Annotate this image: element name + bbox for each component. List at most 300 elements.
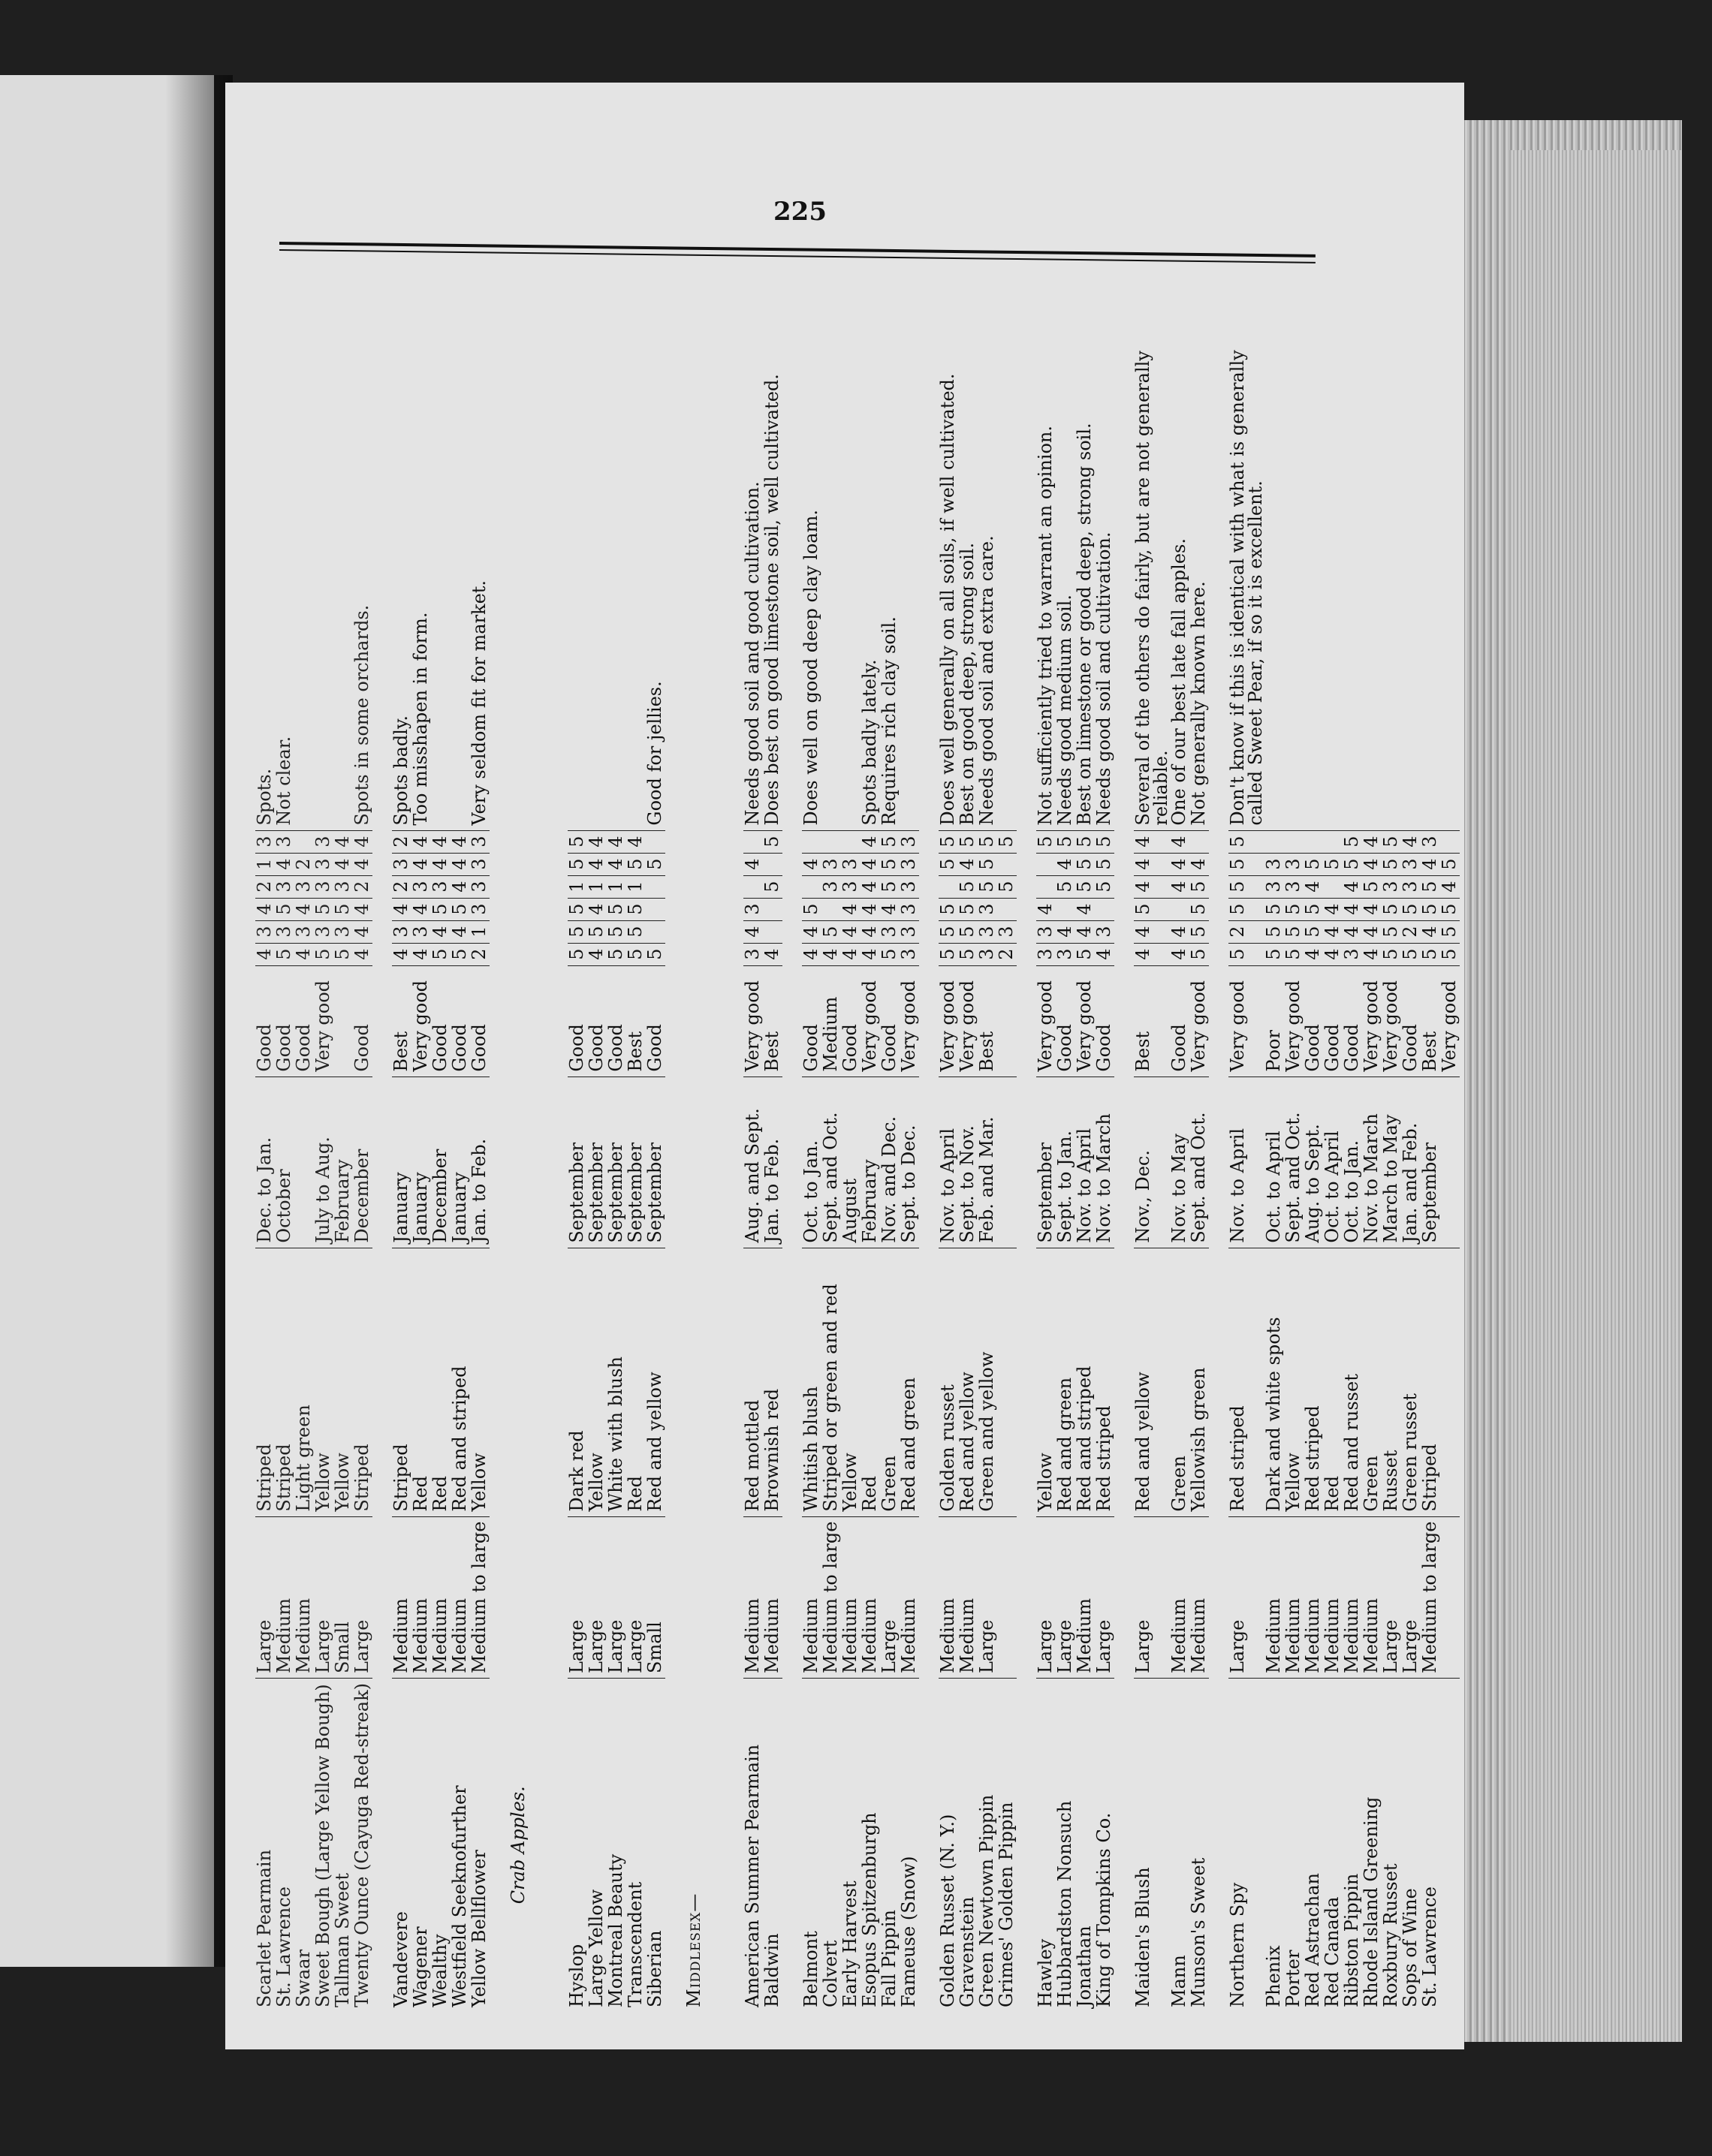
quality-cell: Very good bbox=[1189, 965, 1209, 1076]
rating-cell: 4 bbox=[1056, 920, 1075, 943]
remarks-cell bbox=[294, 333, 314, 831]
variety-cell: Mann bbox=[1168, 1955, 1189, 2007]
table-row bbox=[1056, 333, 1075, 2012]
size-cell: Medium bbox=[958, 1516, 978, 1678]
rating-cell: 4 bbox=[861, 898, 880, 920]
quality-cell: Very good bbox=[861, 965, 880, 1076]
rating-cell: 4 bbox=[431, 830, 451, 853]
variety-cell: Large Yellow bbox=[586, 1889, 607, 2007]
color-cell: Whitish blush bbox=[802, 1248, 821, 1516]
table-row bbox=[333, 333, 353, 2012]
variety-cell: Red Astrachan bbox=[1302, 1872, 1323, 2007]
rating-cell: 5 bbox=[451, 943, 470, 965]
quality-cell: Good bbox=[646, 965, 665, 1076]
season-cell: July to Aug. bbox=[314, 1076, 333, 1248]
rating-cell bbox=[294, 830, 314, 853]
rating-cell: 3 bbox=[275, 875, 294, 898]
remarks-cell: Needs good soil and extra care. bbox=[978, 333, 997, 831]
size-cell: Large bbox=[314, 1516, 333, 1678]
rating-cell: 5 bbox=[958, 898, 978, 920]
season-cell: Nov. and Dec. bbox=[880, 1076, 900, 1248]
rating-cell: 5 bbox=[568, 898, 587, 920]
season-cell: Sept. to Nov. bbox=[958, 1076, 978, 1248]
rating-cell: 5 bbox=[1343, 830, 1362, 853]
rating-cell: 5 bbox=[1401, 943, 1421, 965]
rating-cell: 5 bbox=[607, 898, 626, 920]
rating-cell bbox=[939, 875, 958, 898]
rating-cell: 4 bbox=[275, 853, 294, 875]
rating-cell: 3 bbox=[314, 920, 333, 943]
season-cell: Aug. and Sept. bbox=[743, 1076, 763, 1248]
size-cell: Medium to large bbox=[470, 1516, 490, 1678]
rating-cell: 5 bbox=[958, 830, 978, 853]
rating-cell: 5 bbox=[939, 853, 958, 875]
quality-cell: Very good bbox=[1440, 965, 1460, 1076]
size-cell: Large bbox=[607, 1516, 626, 1678]
rating-cell: 5 bbox=[1440, 898, 1460, 920]
rating-cell: 5 bbox=[978, 875, 997, 898]
rating-cell: 4 bbox=[1075, 898, 1095, 920]
rating-cell: 5 bbox=[568, 920, 587, 943]
table-row bbox=[1343, 333, 1362, 2012]
rating-cell: 3 bbox=[1284, 853, 1304, 875]
rating-cell: 5 bbox=[1264, 943, 1284, 965]
section-heading: Crab Apples. bbox=[508, 1786, 529, 1905]
remarks-cell: Don't know if this is identical with what is generally called Sweet Pear, if so it is excellent. bbox=[1228, 333, 1264, 831]
variety-cell: Yellow Bellflower bbox=[469, 1850, 490, 2007]
table-row bbox=[1304, 333, 1323, 2012]
remarks-cell bbox=[1421, 333, 1440, 831]
rating-cell bbox=[1304, 830, 1323, 853]
season-cell: Sept. and Oct. bbox=[1189, 1076, 1209, 1248]
remarks-cell bbox=[1304, 333, 1323, 831]
rating-cell: 5 bbox=[1440, 943, 1460, 965]
table-row bbox=[411, 333, 431, 2012]
remarks-cell: Requires rich clay soil. bbox=[880, 333, 900, 831]
table-row bbox=[314, 333, 333, 2012]
variety-cell: St. Lawrence bbox=[273, 1886, 294, 2007]
rating-cell: 4 bbox=[353, 830, 372, 853]
rating-cell: 4 bbox=[587, 898, 607, 920]
quality-cell: Good bbox=[841, 965, 861, 1076]
rating-cell: 5 bbox=[880, 830, 900, 853]
quality-cell: Medium bbox=[821, 965, 841, 1076]
color-cell: Green bbox=[880, 1248, 900, 1516]
quality-cell: Poor bbox=[1264, 965, 1284, 1076]
variety-cell: Transcendent bbox=[625, 1881, 646, 2007]
quality-cell: Very good bbox=[743, 965, 763, 1076]
rating-cell: 4 bbox=[958, 853, 978, 875]
rating-cell: 5 bbox=[1228, 875, 1264, 898]
table-row bbox=[939, 333, 958, 2012]
table-row bbox=[626, 333, 646, 2012]
season-cell: Oct. to Jan. bbox=[1343, 1076, 1362, 1248]
size-cell: Large bbox=[880, 1516, 900, 1678]
variety-cell: Vandevere bbox=[390, 1911, 411, 2007]
rating-cell: 5 bbox=[1401, 898, 1421, 920]
table-row bbox=[978, 333, 997, 2012]
apple-varieties-table bbox=[255, 333, 1460, 2012]
size-cell bbox=[997, 1516, 1017, 1678]
color-cell: Light green bbox=[294, 1248, 314, 1516]
rating-cell: 4 bbox=[1170, 853, 1189, 875]
variety-cell: Baldwin bbox=[761, 1933, 782, 2007]
color-cell: Striped bbox=[392, 1248, 411, 1516]
variety-cell: Green Newtown Pippin bbox=[976, 1794, 997, 2007]
size-cell: Large bbox=[1036, 1516, 1056, 1678]
rating-cell: 4 bbox=[431, 920, 451, 943]
rating-cell: 4 bbox=[1323, 920, 1343, 943]
size-cell: Large bbox=[1056, 1516, 1075, 1678]
rating-cell: 5 bbox=[939, 830, 958, 853]
table-row bbox=[1036, 333, 1056, 2012]
rating-cell: 4 bbox=[411, 898, 431, 920]
rating-cell: 5 bbox=[1056, 830, 1075, 853]
rating-cell: 5 bbox=[1343, 853, 1362, 875]
rating-cell: 4 bbox=[1421, 920, 1440, 943]
size-cell: Medium bbox=[1343, 1516, 1362, 1678]
color-cell: Golden russet bbox=[939, 1248, 958, 1516]
variety-cell: Northern Spy bbox=[1227, 1882, 1248, 2007]
remarks-cell bbox=[587, 333, 607, 831]
color-cell: Striped bbox=[353, 1248, 372, 1516]
section-heading-row bbox=[509, 333, 529, 2012]
rating-cell: 4 bbox=[1170, 943, 1189, 965]
table-body bbox=[255, 333, 1460, 2012]
quality-cell: Good bbox=[587, 965, 607, 1076]
table-row bbox=[470, 333, 490, 2012]
rating-cell: 4 bbox=[1134, 830, 1170, 853]
color-cell: Red and green bbox=[1056, 1248, 1075, 1516]
rating-cell: 3 bbox=[1343, 943, 1362, 965]
quality-cell: Best bbox=[763, 965, 782, 1076]
remarks-cell bbox=[607, 333, 626, 831]
rating-cell: 3 bbox=[294, 920, 314, 943]
rating-cell: 3 bbox=[900, 853, 919, 875]
rating-cell: 3 bbox=[900, 875, 919, 898]
rating-cell: 5 bbox=[587, 920, 607, 943]
variety-cell: Red Canada bbox=[1322, 1896, 1343, 2007]
remarks-cell: Good for jellies. bbox=[646, 333, 665, 831]
rating-cell: 4 bbox=[451, 875, 470, 898]
rating-cell: 4 bbox=[294, 898, 314, 920]
rating-cell: 4 bbox=[587, 830, 607, 853]
rating-cell: 4 bbox=[1304, 943, 1323, 965]
rating-cell: 5 bbox=[939, 920, 958, 943]
quality-cell: Good bbox=[294, 965, 314, 1076]
table-row bbox=[1095, 333, 1114, 2012]
rating-cell: 4 bbox=[1036, 898, 1056, 920]
season-cell: October bbox=[275, 1076, 294, 1248]
rating-cell: 5 bbox=[431, 943, 451, 965]
rating-cell: 5 bbox=[607, 920, 626, 943]
rating-cell: 4 bbox=[353, 943, 372, 965]
size-cell: Medium bbox=[431, 1516, 451, 1678]
size-cell: Medium bbox=[1170, 1516, 1189, 1678]
variety-cell: Belmont bbox=[800, 1931, 821, 2007]
quality-cell: Good bbox=[1401, 965, 1421, 1076]
size-cell: Medium bbox=[1323, 1516, 1343, 1678]
rating-cell: 4 bbox=[1134, 875, 1170, 898]
remarks-cell bbox=[626, 333, 646, 831]
quality-cell: Good bbox=[275, 965, 294, 1076]
book-gutter-shadow bbox=[165, 75, 233, 1967]
size-cell: Medium to large bbox=[821, 1516, 841, 1678]
season-cell: Nov. to March bbox=[1362, 1076, 1382, 1248]
season-cell: Nov., Dec. bbox=[1134, 1076, 1170, 1248]
rating-cell: 3 bbox=[1382, 875, 1401, 898]
remarks-cell: Spots badly. bbox=[392, 333, 411, 831]
color-cell: Red and green bbox=[900, 1248, 919, 1516]
size-cell: Large bbox=[978, 1516, 997, 1678]
rating-cell: 4 bbox=[607, 853, 626, 875]
rating-cell: 4 bbox=[1362, 853, 1382, 875]
remarks-cell: Does well generally on all soils, if well cultivated. bbox=[939, 333, 958, 831]
season-cell: Aug. to Sept. bbox=[1304, 1076, 1323, 1248]
rating-cell: 5 bbox=[1189, 920, 1209, 943]
rating-cell bbox=[646, 898, 665, 920]
color-cell: Red and yellow bbox=[958, 1248, 978, 1516]
quality-cell: Very good bbox=[1036, 965, 1056, 1076]
rating-cell: 3 bbox=[392, 853, 411, 875]
variety-cell: Munson's Sweet bbox=[1188, 1857, 1209, 2007]
season-cell: Oct. to Jan. bbox=[802, 1076, 821, 1248]
rating-cell: 4 bbox=[353, 898, 372, 920]
remarks-cell bbox=[841, 333, 861, 831]
variety-cell: Phenix bbox=[1263, 1945, 1284, 2007]
size-cell: Large bbox=[1228, 1516, 1264, 1678]
rating-cell: 3 bbox=[1036, 920, 1056, 943]
rating-cell bbox=[1170, 898, 1189, 920]
rating-cell: 4 bbox=[392, 943, 411, 965]
rating-cell: 4 bbox=[1170, 875, 1189, 898]
quality-cell: Good bbox=[802, 965, 821, 1076]
rating-cell: 4 bbox=[1421, 853, 1440, 875]
rating-cell: 4 bbox=[1323, 943, 1343, 965]
remarks-cell: Needs good soil and good cultivation. bbox=[743, 333, 763, 831]
rating-cell bbox=[646, 830, 665, 853]
color-cell: Dark and white spots bbox=[1264, 1248, 1284, 1516]
variety-cell: Sops of Wine bbox=[1400, 1888, 1421, 2007]
rating-cell bbox=[997, 853, 1017, 875]
size-cell: Medium bbox=[1362, 1516, 1382, 1678]
table-row bbox=[1134, 333, 1170, 2012]
rating-cell: 5 bbox=[978, 853, 997, 875]
rating-cell: 5 bbox=[1189, 875, 1209, 898]
quality-cell: Best bbox=[392, 965, 411, 1076]
rating-cell: 5 bbox=[1075, 853, 1095, 875]
rating-cell: 5 bbox=[939, 898, 958, 920]
rating-cell: 4 bbox=[1362, 830, 1382, 853]
season-cell: September bbox=[568, 1076, 587, 1248]
rating-cell: 5 bbox=[1382, 898, 1401, 920]
rating-cell: 2 bbox=[353, 875, 372, 898]
color-cell: Green bbox=[1170, 1248, 1189, 1516]
rating-cell: 5 bbox=[333, 898, 353, 920]
group-spacer bbox=[919, 333, 939, 2012]
rating-cell: 2 bbox=[1228, 920, 1264, 943]
table-row bbox=[821, 333, 841, 2012]
rating-cell: 4 bbox=[587, 943, 607, 965]
remarks-cell: Spots in some orchards. bbox=[353, 333, 372, 831]
variety-cell: American Summer Pearmain bbox=[742, 1744, 763, 2007]
rating-cell: 5 bbox=[451, 898, 470, 920]
size-cell: Medium bbox=[900, 1516, 919, 1678]
table-row bbox=[861, 333, 880, 2012]
remarks-cell: Not clear. bbox=[275, 333, 294, 831]
table-row bbox=[997, 333, 1017, 2012]
size-cell: Large bbox=[1401, 1516, 1421, 1678]
group-spacer bbox=[1209, 333, 1228, 2012]
rating-cell: 5 bbox=[978, 830, 997, 853]
season-cell: Sept. to Jan. bbox=[1056, 1076, 1075, 1248]
quality-cell: Best bbox=[1134, 965, 1170, 1076]
variety-cell bbox=[1440, 1679, 1460, 2013]
rating-cell: 4 bbox=[255, 943, 275, 965]
rating-cell: 5 bbox=[1284, 920, 1304, 943]
season-cell: January bbox=[451, 1076, 470, 1248]
color-cell: Red and yellow bbox=[646, 1248, 665, 1516]
rating-cell: 4 bbox=[1362, 943, 1382, 965]
color-cell: Red and russet bbox=[1343, 1248, 1362, 1516]
rating-cell: 3 bbox=[392, 920, 411, 943]
variety-cell: Fameuse (Snow) bbox=[898, 1856, 919, 2007]
size-cell: Large bbox=[626, 1516, 646, 1678]
color-cell: Striped bbox=[1421, 1248, 1440, 1516]
rating-cell: 3 bbox=[333, 875, 353, 898]
color-cell: Red bbox=[431, 1248, 451, 1516]
rating-cell: 3 bbox=[841, 853, 861, 875]
variety-cell: Ribston Pippin bbox=[1341, 1873, 1362, 2007]
remarks-cell bbox=[1362, 333, 1382, 831]
season-cell bbox=[1440, 1076, 1460, 1248]
season-cell: Jan. and Feb. bbox=[1401, 1076, 1421, 1248]
size-cell: Medium bbox=[939, 1516, 958, 1678]
variety-cell: Maiden's Blush bbox=[1132, 1867, 1153, 2007]
rating-cell: 5 bbox=[1304, 853, 1323, 875]
remarks-cell: One of our best late fall apples. bbox=[1170, 333, 1189, 831]
section-spacer bbox=[704, 333, 724, 2012]
season-cell: Nov. to April bbox=[1075, 1076, 1095, 1248]
color-cell: Yellow bbox=[1036, 1248, 1056, 1516]
quality-cell: Good bbox=[255, 965, 275, 1076]
rating-cell: 5 bbox=[1440, 920, 1460, 943]
rating-cell: 4 bbox=[1343, 898, 1362, 920]
rating-cell: 3 bbox=[978, 920, 997, 943]
size-cell: Medium bbox=[763, 1516, 782, 1678]
remarks-cell bbox=[821, 333, 841, 831]
rating-cell: 4 bbox=[411, 853, 431, 875]
rating-cell: 4 bbox=[451, 920, 470, 943]
rating-cell: 5 bbox=[1228, 943, 1264, 965]
color-cell: Yellow bbox=[841, 1248, 861, 1516]
color-cell: Red and striped bbox=[1075, 1248, 1095, 1516]
remarks-cell: Needs good soil and cultivation. bbox=[1095, 333, 1114, 831]
remarks-cell bbox=[900, 333, 919, 831]
rating-cell: 5 bbox=[1228, 830, 1264, 853]
quality-cell: Good bbox=[607, 965, 626, 1076]
rating-cell: 3 bbox=[743, 898, 763, 920]
color-cell: Russet bbox=[1382, 1248, 1401, 1516]
rating-cell bbox=[997, 898, 1017, 920]
size-cell: Medium bbox=[411, 1516, 431, 1678]
rating-cell: 5 bbox=[568, 830, 587, 853]
page-number: 225 bbox=[773, 197, 827, 227]
rating-cell: 5 bbox=[1075, 943, 1095, 965]
rating-cell: 3 bbox=[900, 830, 919, 853]
variety-cell: Wagener bbox=[410, 1926, 431, 2007]
rating-cell: 3 bbox=[1036, 943, 1056, 965]
color-cell: Yellowish green bbox=[1189, 1248, 1209, 1516]
rating-cell: 5 bbox=[626, 943, 646, 965]
remarks-cell: Several of the others do fairly, but are not generally reliable. bbox=[1134, 333, 1170, 831]
rating-cell: 5 bbox=[1382, 830, 1401, 853]
rating-cell: 5 bbox=[1382, 943, 1401, 965]
rating-cell: 3 bbox=[314, 875, 333, 898]
rating-cell: 5 bbox=[626, 853, 646, 875]
rating-cell: 4 bbox=[861, 943, 880, 965]
quality-cell: Good bbox=[1095, 965, 1114, 1076]
rating-cell: 5 bbox=[1189, 943, 1209, 965]
table-row bbox=[1440, 333, 1460, 2012]
rating-cell: 3 bbox=[743, 943, 763, 965]
book-page-edges-inner bbox=[1509, 150, 1682, 2042]
color-cell: Green and yellow bbox=[978, 1248, 997, 1516]
size-cell bbox=[1440, 1516, 1460, 1678]
size-cell: Medium bbox=[392, 1516, 411, 1678]
rating-cell: 5 bbox=[1075, 830, 1095, 853]
season-cell: September bbox=[607, 1076, 626, 1248]
rating-cell: 3 bbox=[900, 898, 919, 920]
rating-cell: 3 bbox=[255, 920, 275, 943]
season-cell: September bbox=[626, 1076, 646, 1248]
size-cell: Medium bbox=[743, 1516, 763, 1678]
table-row bbox=[880, 333, 900, 2012]
remarks-cell bbox=[314, 333, 333, 831]
rating-cell: 3 bbox=[411, 875, 431, 898]
rating-cell: 1 bbox=[587, 875, 607, 898]
quality-cell: Very good bbox=[939, 965, 958, 1076]
rating-cell: 4 bbox=[880, 898, 900, 920]
size-cell: Large bbox=[1134, 1516, 1170, 1678]
color-cell bbox=[997, 1248, 1017, 1516]
rating-cell: 2 bbox=[392, 830, 411, 853]
table-row bbox=[1382, 333, 1401, 2012]
rating-cell: 5 bbox=[1189, 898, 1209, 920]
rating-cell: 1 bbox=[255, 853, 275, 875]
remarks-cell bbox=[1284, 333, 1304, 831]
color-cell: Dark red bbox=[568, 1248, 587, 1516]
quality-cell: Good bbox=[1323, 965, 1343, 1076]
rating-cell: 5 bbox=[1036, 830, 1056, 853]
group-spacer bbox=[1017, 333, 1036, 2012]
season-cell bbox=[997, 1076, 1017, 1248]
variety-cell: Wealthy bbox=[430, 1934, 451, 2007]
rating-cell: 5 bbox=[568, 853, 587, 875]
rating-cell: 5 bbox=[821, 920, 841, 943]
remarks-cell bbox=[1343, 333, 1362, 831]
variety-cell: Siberian bbox=[644, 1930, 665, 2007]
size-cell: Medium bbox=[275, 1516, 294, 1678]
rating-cell: 5 bbox=[1421, 898, 1440, 920]
table-row bbox=[255, 333, 275, 2012]
remarks-cell bbox=[431, 333, 451, 831]
rating-cell: 1 bbox=[626, 875, 646, 898]
rating-cell: 5 bbox=[763, 830, 782, 853]
rating-cell: 5 bbox=[1440, 853, 1460, 875]
remarks-cell bbox=[1440, 333, 1460, 831]
rating-cell: 3 bbox=[1284, 875, 1304, 898]
